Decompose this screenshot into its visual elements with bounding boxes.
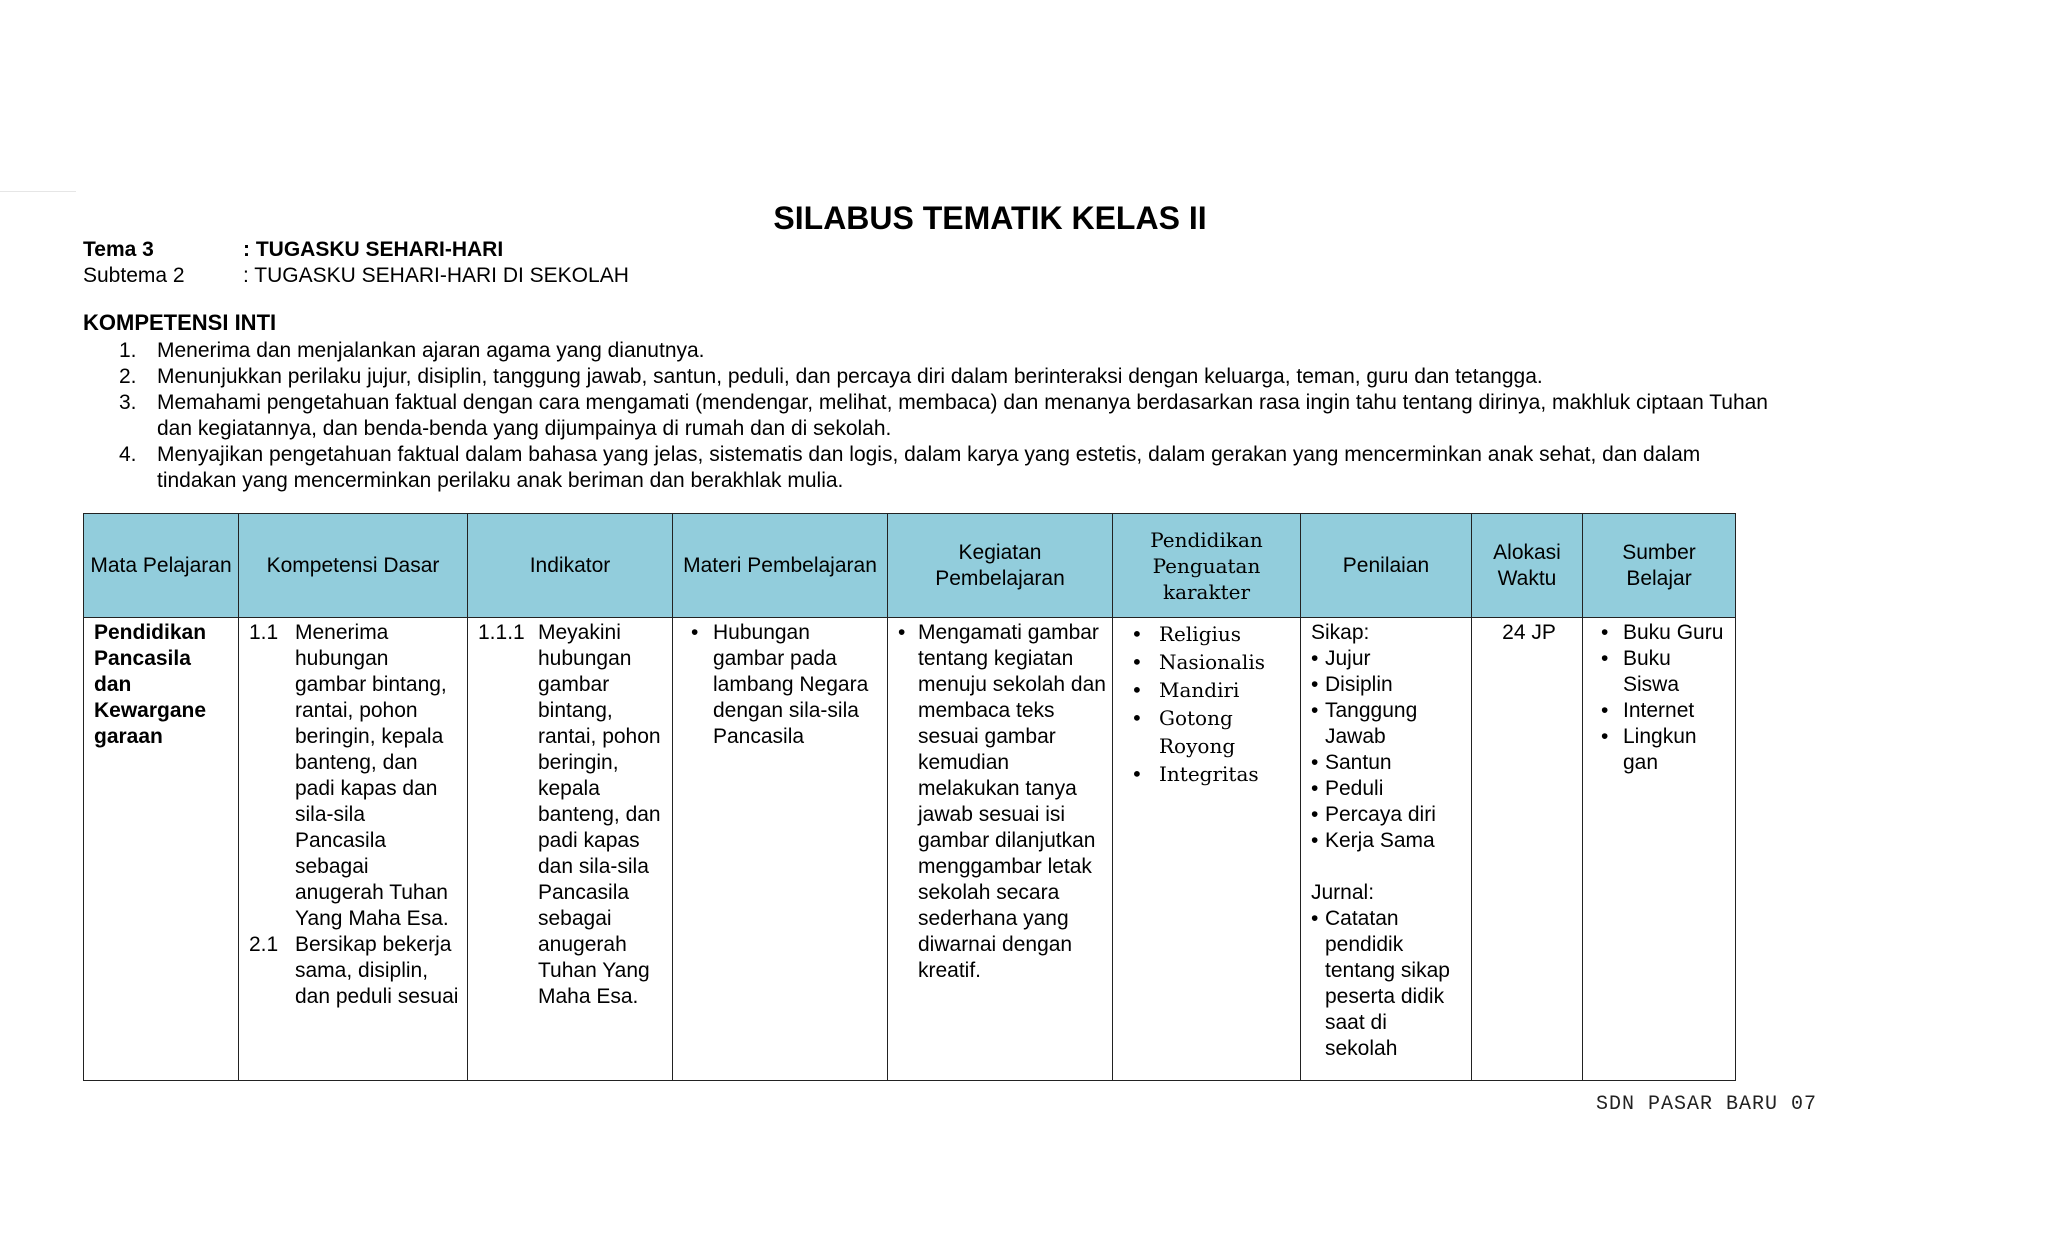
cell-materi [673, 618, 888, 1081]
tema-value: : TUGASKU SEHARI-HARI [243, 238, 504, 261]
indikator-text: Meyakini hubungan gambar bintang, rantai, pohon beringin, kepala banteng, dan padi kapas dan sila-sila Pancasila sebagai anugerah Tuhan Yang Maha Esa. [538, 621, 661, 1008]
sikap-item: • Kerja Sama [1311, 828, 1465, 854]
sikap-item: • Tanggung Jawab [1311, 698, 1465, 750]
subtema-label: Subtema 2 [83, 264, 185, 287]
ki-item [83, 390, 1783, 442]
header-mata-pelajaran: Mata Pelajaran [84, 514, 239, 618]
materi-item: • Hubungan gambar pada lambang Negara dengan sila-sila Pancasila [683, 620, 881, 750]
sikap-item: • Jujur [1311, 646, 1465, 672]
sikap-label: Sikap: [1311, 621, 1370, 644]
tema-line [83, 238, 503, 262]
cell-indikator [468, 618, 673, 1081]
sikap-list [1311, 646, 1465, 854]
cell-ppk [1113, 618, 1301, 1081]
cell-alokasi: 24 JP [1472, 618, 1583, 1081]
kompetensi-inti-list [83, 338, 1783, 494]
indikator-number: 1.1.1 [478, 621, 525, 644]
header-materi: Materi Pembelajaran [673, 514, 888, 618]
cell-kompetensi-dasar [239, 618, 468, 1081]
indikator-item [478, 620, 666, 1010]
header-alokasi: Alokasi Waktu [1472, 514, 1583, 618]
table-header-row [84, 514, 1736, 618]
spacer [1311, 854, 1465, 880]
sumber-item: • Buku Siswa [1593, 646, 1729, 698]
corner-line [0, 191, 76, 192]
kegiatan-item: • Mengamati gambar tentang kegiatan menuju sekolah dan membaca teks sesuai gambar kemudian melakukan tanya jawab sesuai isi gambar dilanjutkan menggambar letak sekolah secara sederhana yang diwarnai dengan kreatif. [898, 620, 1106, 984]
ki-number: 3. [119, 391, 137, 414]
cell-mata-pelajaran: Pendidikan Pancasila dan Kewargane garaan [84, 618, 239, 1081]
subtema-line [83, 264, 629, 288]
header-kegiatan: Kegiatan Pembelajaran [888, 514, 1113, 618]
ki-text: Memahami pengetahuan faktual dengan cara mengamati (mendengar, melihat, membaca) dan menanya berdasarkan rasa ingin tahu tentang dirinya, makhluk ciptaan Tuhan dan kegiatannya, dan benda-benda yang dijumpainya di rumah dan di sekolah. [157, 391, 1768, 440]
kd-number: 2.1 [249, 933, 279, 956]
ki-text: Menunjukkan perilaku jujur, disiplin, tanggung jawab, santun, peduli, dan percaya diri dalam berinteraksi dengan keluarga, teman, guru dan tetangga. [157, 365, 1543, 388]
sikap-item: • Peduli [1311, 776, 1465, 802]
sikap-item: • Percaya diri [1311, 802, 1465, 828]
ppk-item: • Gotong Royong [1123, 704, 1294, 760]
header-sumber: Sumber Belajar [1583, 514, 1736, 618]
ki-number: 4. [119, 443, 137, 466]
sikap-item: • Santun [1311, 750, 1465, 776]
sumber-item: • Internet [1593, 698, 1729, 724]
header-indikator: Indikator [468, 514, 673, 618]
sumber-item: • Lingkun gan [1593, 724, 1729, 776]
jurnal-item: • Catatan pendidik tentang sikap peserta didik saat di sekolah [1311, 906, 1465, 1062]
ki-item [83, 364, 1783, 390]
ki-text: Menyajikan pengetahuan faktual dalam bahasa yang jelas, sistematis dan logis, dalam karya yang estetis, dalam gerakan yang mencerminkan anak sehat, dan dalam tindakan yang mencerminkan perilaku anak beriman dan berakhlak mulia. [157, 443, 1701, 492]
header-kompetensi-dasar: Kompetensi Dasar [239, 514, 468, 618]
materi-list [683, 620, 881, 750]
ki-item [83, 442, 1783, 494]
ki-number: 1. [119, 339, 137, 362]
header-ppk: Pendidikan Penguatan karakter [1113, 514, 1301, 618]
kd-text: Menerima hubungan gambar bintang, rantai, pohon beringin, kepala banteng, dan padi kapas dan sila-sila Pancasila sebagai anugerah Tuhan Yang Maha Esa. [295, 621, 449, 930]
tema-label: Tema 3 [83, 238, 154, 261]
sumber-item: • Buku Guru [1593, 620, 1729, 646]
kd-item [249, 932, 461, 1010]
kegiatan-list [898, 620, 1106, 984]
table-row [84, 618, 1736, 1081]
page-title: SILABUS TEMATIK KELAS II [773, 200, 1207, 236]
sumber-list [1593, 620, 1729, 776]
footer-school-name: SDN PASAR BARU 07 [1596, 1093, 1818, 1116]
jurnal-list [1311, 906, 1465, 1062]
header-penilaian: Penilaian [1301, 514, 1472, 618]
silabus-table [83, 513, 1736, 1081]
cell-sumber [1583, 618, 1736, 1081]
ki-item [83, 338, 1783, 364]
subtema-value: : TUGASKU SEHARI-HARI DI SEKOLAH [243, 264, 629, 287]
kd-item [249, 620, 461, 932]
ppk-item: • Integritas [1123, 760, 1294, 788]
kd-number: 1.1 [249, 621, 279, 644]
ppk-list [1123, 620, 1294, 788]
ppk-item: • Mandiri [1123, 676, 1294, 704]
ki-text: Menerima dan menjalankan ajaran agama yang dianutnya. [157, 339, 705, 362]
kompetensi-inti-heading: KOMPETENSI INTI [83, 310, 277, 335]
sikap-item: • Disiplin [1311, 672, 1465, 698]
cell-kegiatan [888, 618, 1113, 1081]
ppk-item: • Nasionalis [1123, 648, 1294, 676]
jurnal-label: Jurnal: [1311, 881, 1375, 904]
ppk-item: • Religius [1123, 620, 1294, 648]
ki-number: 2. [119, 365, 137, 388]
kd-text: Bersikap bekerja sama, disiplin, dan peduli sesuai [295, 933, 459, 1008]
cell-penilaian [1301, 618, 1472, 1081]
